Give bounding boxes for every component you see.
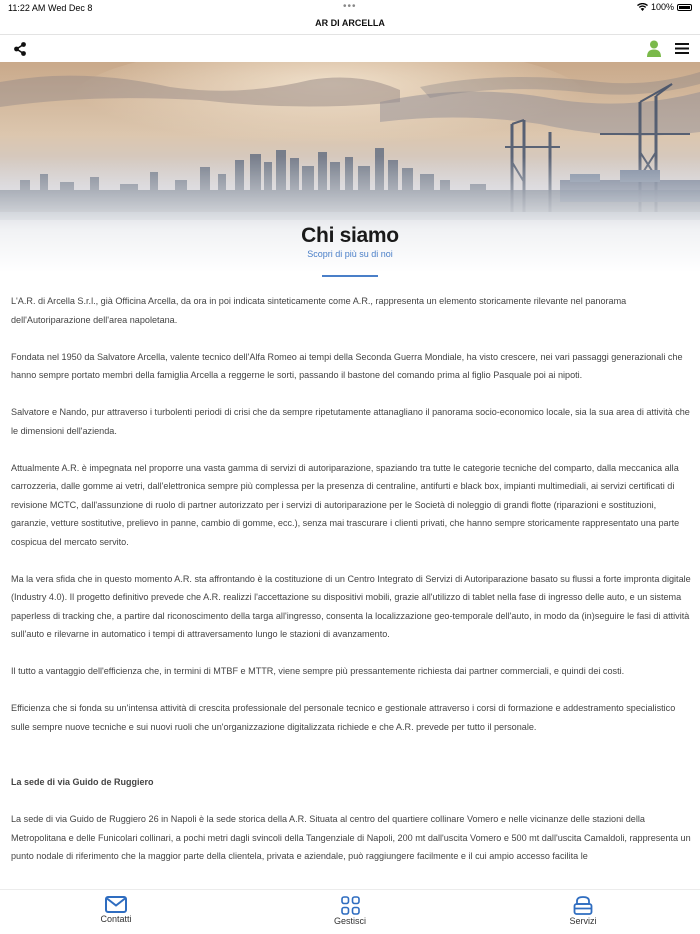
status-time: 11:22 AM: [8, 3, 46, 13]
tab-contatti-label: Contatti: [100, 914, 132, 924]
title-divider: [322, 275, 378, 277]
multitasking-dots-icon[interactable]: •••: [343, 1, 357, 12]
mail-icon: [105, 896, 127, 913]
hamburger-menu-icon[interactable]: [675, 42, 689, 55]
page-title: Chi siamo: [301, 224, 399, 247]
paragraph-efficiency: Il tutto a vantaggio dell'efficienza che, in termini di MTBF e MTTR, viene sempre più pressantemente richiesta dai partner commerciali, e quindi dei costi.: [11, 666, 625, 676]
status-bar: [0, 0, 700, 16]
user-icon[interactable]: [646, 40, 662, 57]
grid-icon: [341, 896, 360, 915]
tab-gestisci-label: Gestisci: [333, 916, 366, 926]
top-toolbar: [0, 34, 700, 62]
section-heading-sede: La sede di via Guido de Ruggiero: [11, 777, 154, 787]
share-icon[interactable]: [12, 41, 28, 57]
page-subtitle: Scopri di più su di noi: [307, 249, 393, 259]
tab-contatti[interactable]: [66, 896, 166, 924]
bottom-tab-bar: [0, 889, 700, 934]
about-content: [11, 292, 691, 884]
battery-percentage: 100%: [650, 2, 674, 12]
status-right: [637, 2, 692, 12]
tab-servizi[interactable]: [533, 896, 633, 926]
wifi-icon: [637, 3, 648, 11]
paragraph-challenge: Ma la vera sfida che in questo momento A.R. sta affrontando è la costituzione di un Centro Integrato di Servizi di Autoriparazione basato su flussi a forte impronta digitale (Industry 4.0). Il progetto definitivo prevede che A.R. realizzi l'accettazione su dispositivi mobili, grazie all'utilizzo di tablet nella fase di ingresso delle auto, e un sistema paperless di tracking che, a partire dal riconoscimento della targa all'ingresso, consenta la localizzazione geo-temporale dell'auto, in modo da (in)seguire le fasi di attività sull'auto e rilevarne in automatico i tempi di attraversamento lungo le stazioni di avanzamento.: [11, 573, 691, 639]
app-title: AR DI ARCELLA: [315, 18, 385, 28]
paragraph-sede: La sede di via Guido de Ruggiero 26 in Napoli è la sede storica della A.R. Situata al centro del quartiere collinare Vomero e nelle vicinanze delle stazioni della Metropolitana e delle Funicolari collinari, a pochi metri dagli svincoli della Tangenziale di Napoli, 200 mt dall'uscita Vomero e 500 mt dall'uscita Camaldoli, rappresenta un punto nodale di riferimento che la maggior parte della clientela, privata e aziendale, può raggiungere facilmente e il cui ampio accesso facilita le: [11, 814, 691, 861]
paragraph-intro: L'A.R. di Arcella S.r.l., già Officina Arcella, da ora in poi indicata sinteticamente come A.R., rappresenta un elemento storicamente rilevante nel panorama dell'Autoriparazione dell'area napoletana.: [11, 296, 627, 325]
paragraph-services: Attualmente A.R. è impegnata nel proporre una vasta gamma di servizi di autoriparazione, spaziando tra tutte le categorie tecniche del comparto, dalla meccanica alla carrozzeria, dalle gomme ai vetri, dall'elettronica sempre più complessa per la presenza di centraline, antifurti e black box, impianti multimediali, ai servizi certificati di revisione MCTC, dall'assunzione di ruolo di partner autorizzato per i servizi di autoriparazione per le Società di noleggio di grandi flotte (riparazioni e sostituzioni, garanzie, vetture sostitutive, prelievo in panne, cambio di gomme, ecc.), senza mai trascurare i clienti privati, che hanno sempre storicamente rappresentato una parte cospicua del mercato servito.: [11, 462, 680, 547]
stack-icon: [573, 896, 593, 915]
battery-icon: [677, 4, 692, 11]
paragraph-training: Efficienza che si fonda su un'intensa attività di crescita professionale del personale tecnico e gestionale attraverso i corsi di formazione e addestramento specialistico sulle sempre nuove tecniche e sui nuovi ruoli che un'organizzazione digitalizzata richiede e che A.R. prevede per tutto il personale.: [11, 703, 676, 732]
paragraph-history: Fondata nel 1950 da Salvatore Arcella, valente tecnico dell'Alfa Romeo ai tempi della Seconda Guerra Mondiale, ha visto crescere, nei vari passaggi generazionali che hanno sempre portato membri della famiglia Arcella a reggerne le sorti, passando il bastone del comando prima al figlio Pasquale poi ai nipoti.: [11, 351, 683, 380]
tab-servizi-label: Servizi: [569, 916, 597, 926]
status-date: Wed Dec 8: [48, 3, 93, 13]
paragraph-growth: Salvatore e Nando, pur attraverso i turbolenti periodi di crisi che da sempre ripetutamente attanagliano il panorama socio-economico locale, sia la sua area di attività che le dimensioni dell'azienda.: [11, 407, 690, 436]
tab-gestisci[interactable]: [300, 896, 400, 926]
